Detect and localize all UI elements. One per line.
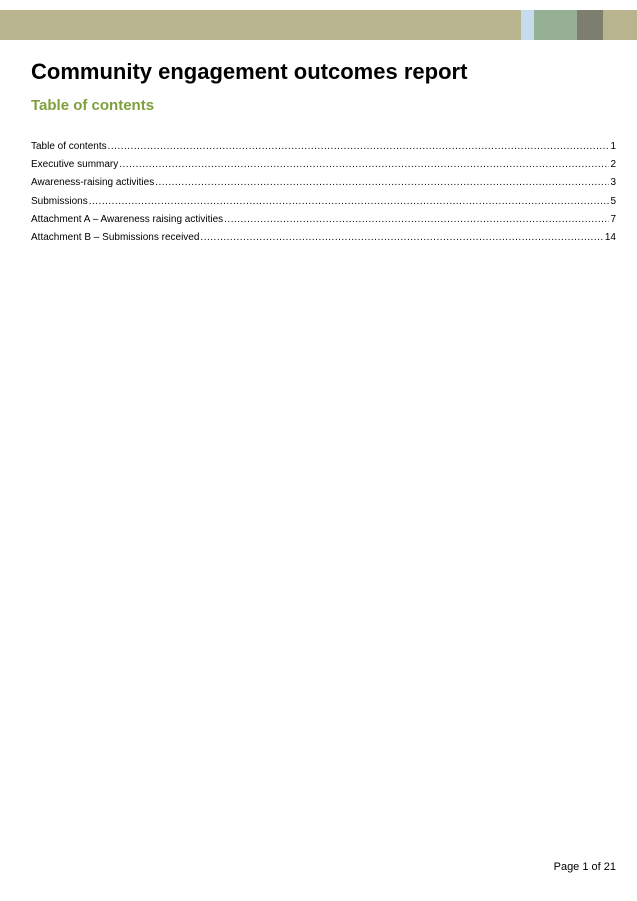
document-title: Community engagement outcomes report [31,59,468,84]
toc-entry-page-number: 5 [610,195,616,207]
toc-entry-submissions[interactable] [31,195,616,213]
page-number-footer: Page 1 of 21 [553,861,616,873]
toc-entry-label: Attachment A – Awareness raising activities [31,213,224,225]
toc-entry-executive-summary[interactable] [31,158,616,176]
toc-entry-page-number: 14 [604,231,616,243]
toc-dot-leader [155,176,609,190]
header-band-swatch-light-blue [521,10,534,40]
toc-entry-attachment-a[interactable] [31,213,616,231]
toc-heading: Table of contents [31,97,155,114]
toc-entry-label: Awareness-raising activities [31,177,155,189]
toc-dot-leader [89,195,610,209]
header-band-swatch-sage [534,10,577,40]
toc-entry-label: Table of contents [31,141,107,152]
header-band-main [0,10,521,40]
toc-entry-page-number: 7 [610,213,616,225]
header-color-band [0,10,637,40]
toc-entry-label: Attachment B – Submissions received [31,231,200,243]
toc-entry-page-number: 2 [610,159,616,171]
toc-entry-page-number: 1 [610,141,616,152]
header-band-end [603,10,637,40]
toc-entry-label: Executive summary [31,159,119,171]
toc-entry-attachment-b[interactable] [31,231,616,249]
toc-entry-awareness-raising-activities[interactable] [31,176,616,194]
toc-entry-table-of-contents[interactable] [31,140,616,158]
toc-dot-leader [200,231,603,245]
toc-dot-leader [119,158,609,172]
toc-dot-leader [224,213,609,227]
table-of-contents [31,140,616,249]
header-band-swatch-grey [577,10,603,40]
toc-entry-label: Submissions [31,195,88,207]
toc-dot-leader [108,140,610,154]
toc-entry-page-number: 3 [610,177,616,189]
